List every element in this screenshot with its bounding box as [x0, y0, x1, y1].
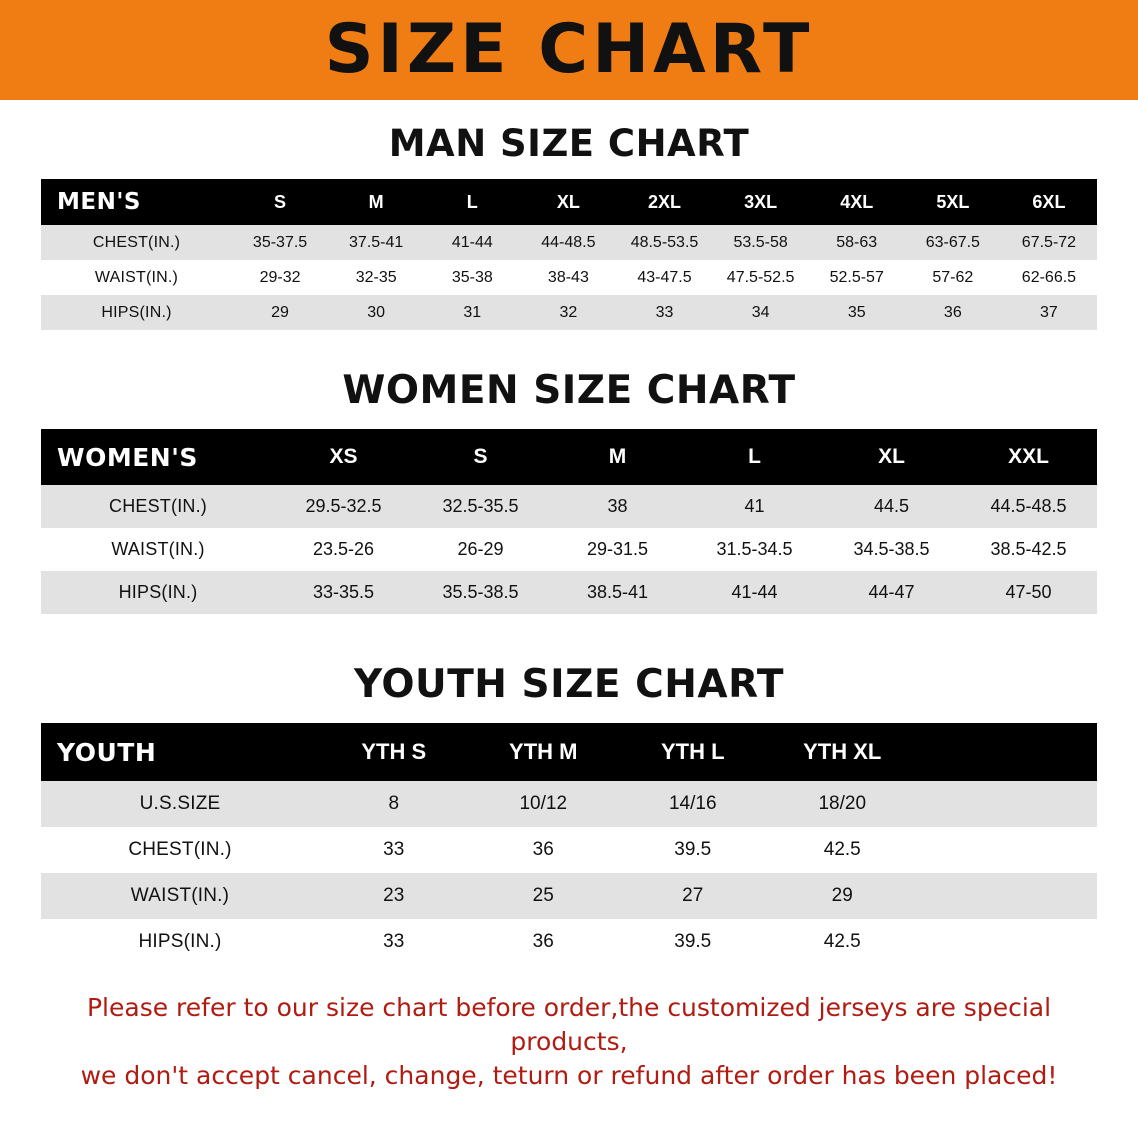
table-row [41, 781, 1097, 827]
table-row [41, 485, 1097, 528]
youth-cell: 33 [319, 919, 469, 965]
table-row [41, 873, 1097, 919]
table-row [41, 260, 1097, 295]
youth-row-label: HIPS(IN.) [41, 919, 319, 965]
youth-size-table [41, 723, 1097, 965]
women-cell: 38.5-42.5 [960, 528, 1097, 571]
man-table-wrap [41, 179, 1097, 330]
man-size-header: 2XL [647, 191, 681, 212]
youth-cell-spacer [917, 781, 1097, 827]
man-cell: 52.5-57 [809, 260, 905, 295]
youth-cell: 36 [469, 827, 619, 873]
policy-note-line-2: we don't accept cancel, change, teturn or refund after order has been placed! [80, 1060, 1058, 1090]
man-cell: 30 [328, 295, 424, 330]
man-table-head [41, 179, 1097, 225]
youth-cell-spacer [917, 919, 1097, 965]
man-size-table [41, 179, 1097, 330]
women-size-header: L [748, 445, 761, 468]
women-cell: 41 [686, 485, 823, 528]
women-size-header: M [608, 445, 627, 468]
man-size-header: M [368, 191, 384, 212]
women-cell: 31.5-34.5 [686, 528, 823, 571]
women-cell: 33-35.5 [275, 571, 412, 614]
man-cell: 32-35 [328, 260, 424, 295]
man-cell: 67.5-72 [1001, 225, 1097, 260]
page-title: SIZE CHART [324, 10, 814, 89]
women-table-body [41, 485, 1097, 614]
man-cell: 37.5-41 [328, 225, 424, 260]
man-cell: 47.5-52.5 [713, 260, 809, 295]
man-size-header: 3XL [744, 191, 778, 212]
women-size-header: XL [878, 445, 905, 468]
youth-cell: 42.5 [768, 827, 918, 873]
man-table-body [41, 225, 1097, 330]
man-cell: 35-37.5 [232, 225, 328, 260]
youth-row-label: U.S.SIZE [41, 781, 319, 827]
youth-size-header: YTH S [361, 739, 427, 764]
man-cell: 35 [809, 295, 905, 330]
youth-header-label: YOUTH [57, 737, 157, 767]
man-row-label: CHEST(IN.) [41, 225, 232, 260]
man-cell: 31 [424, 295, 520, 330]
youth-cell: 39.5 [618, 919, 768, 965]
women-size-header: S [473, 445, 488, 468]
women-header-label: WOMEN'S [57, 442, 198, 472]
youth-section-heading: YOUTH SIZE CHART [354, 662, 784, 707]
man-size-header: S [274, 191, 287, 212]
youth-size-header: YTH L [660, 739, 725, 764]
youth-cell: 29 [768, 873, 918, 919]
youth-size-header: YTH XL [803, 739, 882, 764]
man-cell: 62-66.5 [1001, 260, 1097, 295]
man-cell: 53.5-58 [713, 225, 809, 260]
man-size-header: 5XL [936, 191, 970, 212]
women-cell: 23.5-26 [275, 528, 412, 571]
women-size-header: XXL [1008, 445, 1049, 468]
table-row [41, 827, 1097, 873]
women-table-head [41, 429, 1097, 485]
man-cell: 32 [520, 295, 616, 330]
table-row [41, 919, 1097, 965]
policy-note-line-1: Please refer to our size chart before order,the customized jerseys are special products, [86, 993, 1052, 1056]
man-cell: 36 [905, 295, 1001, 330]
women-cell: 35.5-38.5 [412, 571, 549, 614]
youth-table-head [41, 723, 1097, 781]
women-size-table [41, 429, 1097, 614]
youth-header-spacer [917, 723, 1097, 781]
women-header-row [41, 429, 1097, 485]
women-cell: 29-31.5 [549, 528, 686, 571]
man-cell: 58-63 [809, 225, 905, 260]
table-row [41, 571, 1097, 614]
man-cell: 29 [232, 295, 328, 330]
women-cell: 47-50 [960, 571, 1097, 614]
man-size-header: XL [556, 191, 580, 212]
youth-cell: 23 [319, 873, 469, 919]
women-cell: 44.5 [823, 485, 960, 528]
youth-cell-spacer [917, 873, 1097, 919]
women-section-heading: WOMEN SIZE CHART [342, 368, 796, 413]
women-row-label: CHEST(IN.) [41, 485, 275, 528]
women-row-label: WAIST(IN.) [41, 528, 275, 571]
youth-cell: 14/16 [618, 781, 768, 827]
man-cell: 48.5-53.5 [616, 225, 712, 260]
youth-size-header: YTH M [509, 739, 578, 764]
youth-cell: 10/12 [469, 781, 619, 827]
youth-cell: 8 [319, 781, 469, 827]
youth-cell: 42.5 [768, 919, 918, 965]
table-row [41, 295, 1097, 330]
youth-header-row [41, 723, 1097, 781]
man-cell: 44-48.5 [520, 225, 616, 260]
man-cell: 63-67.5 [905, 225, 1001, 260]
youth-row-label: WAIST(IN.) [41, 873, 319, 919]
man-cell: 29-32 [232, 260, 328, 295]
youth-cell: 18/20 [768, 781, 918, 827]
banner [0, 0, 1138, 100]
man-size-header: 4XL [840, 191, 874, 212]
women-cell: 38.5-41 [549, 571, 686, 614]
man-header-label: MEN'S [57, 189, 141, 215]
policy-note [39, 991, 1099, 1092]
man-row-label: WAIST(IN.) [41, 260, 232, 295]
women-cell: 38 [549, 485, 686, 528]
man-cell: 33 [616, 295, 712, 330]
youth-table-wrap [41, 723, 1097, 965]
man-size-header: 6XL [1032, 191, 1066, 212]
women-size-header: XS [329, 445, 358, 468]
women-cell: 44-47 [823, 571, 960, 614]
women-table-wrap [41, 429, 1097, 614]
man-cell: 41-44 [424, 225, 520, 260]
man-cell: 57-62 [905, 260, 1001, 295]
man-row-label: HIPS(IN.) [41, 295, 232, 330]
man-cell: 37 [1001, 295, 1097, 330]
man-cell: 43-47.5 [616, 260, 712, 295]
youth-row-label: CHEST(IN.) [41, 827, 319, 873]
man-cell: 35-38 [424, 260, 520, 295]
women-cell: 32.5-35.5 [412, 485, 549, 528]
women-row-label: HIPS(IN.) [41, 571, 275, 614]
man-cell: 38-43 [520, 260, 616, 295]
youth-cell: 27 [618, 873, 768, 919]
youth-cell: 25 [469, 873, 619, 919]
table-row [41, 528, 1097, 571]
man-cell: 34 [713, 295, 809, 330]
women-cell: 44.5-48.5 [960, 485, 1097, 528]
youth-cell: 33 [319, 827, 469, 873]
man-header-row [41, 179, 1097, 225]
women-cell: 34.5-38.5 [823, 528, 960, 571]
women-cell: 26-29 [412, 528, 549, 571]
women-cell: 29.5-32.5 [275, 485, 412, 528]
table-row [41, 225, 1097, 260]
youth-cell: 36 [469, 919, 619, 965]
youth-cell: 39.5 [618, 827, 768, 873]
youth-table-body [41, 781, 1097, 965]
youth-cell-spacer [917, 827, 1097, 873]
man-size-header: L [466, 191, 478, 212]
man-section-heading: MAN SIZE CHART [388, 122, 750, 165]
women-cell: 41-44 [686, 571, 823, 614]
